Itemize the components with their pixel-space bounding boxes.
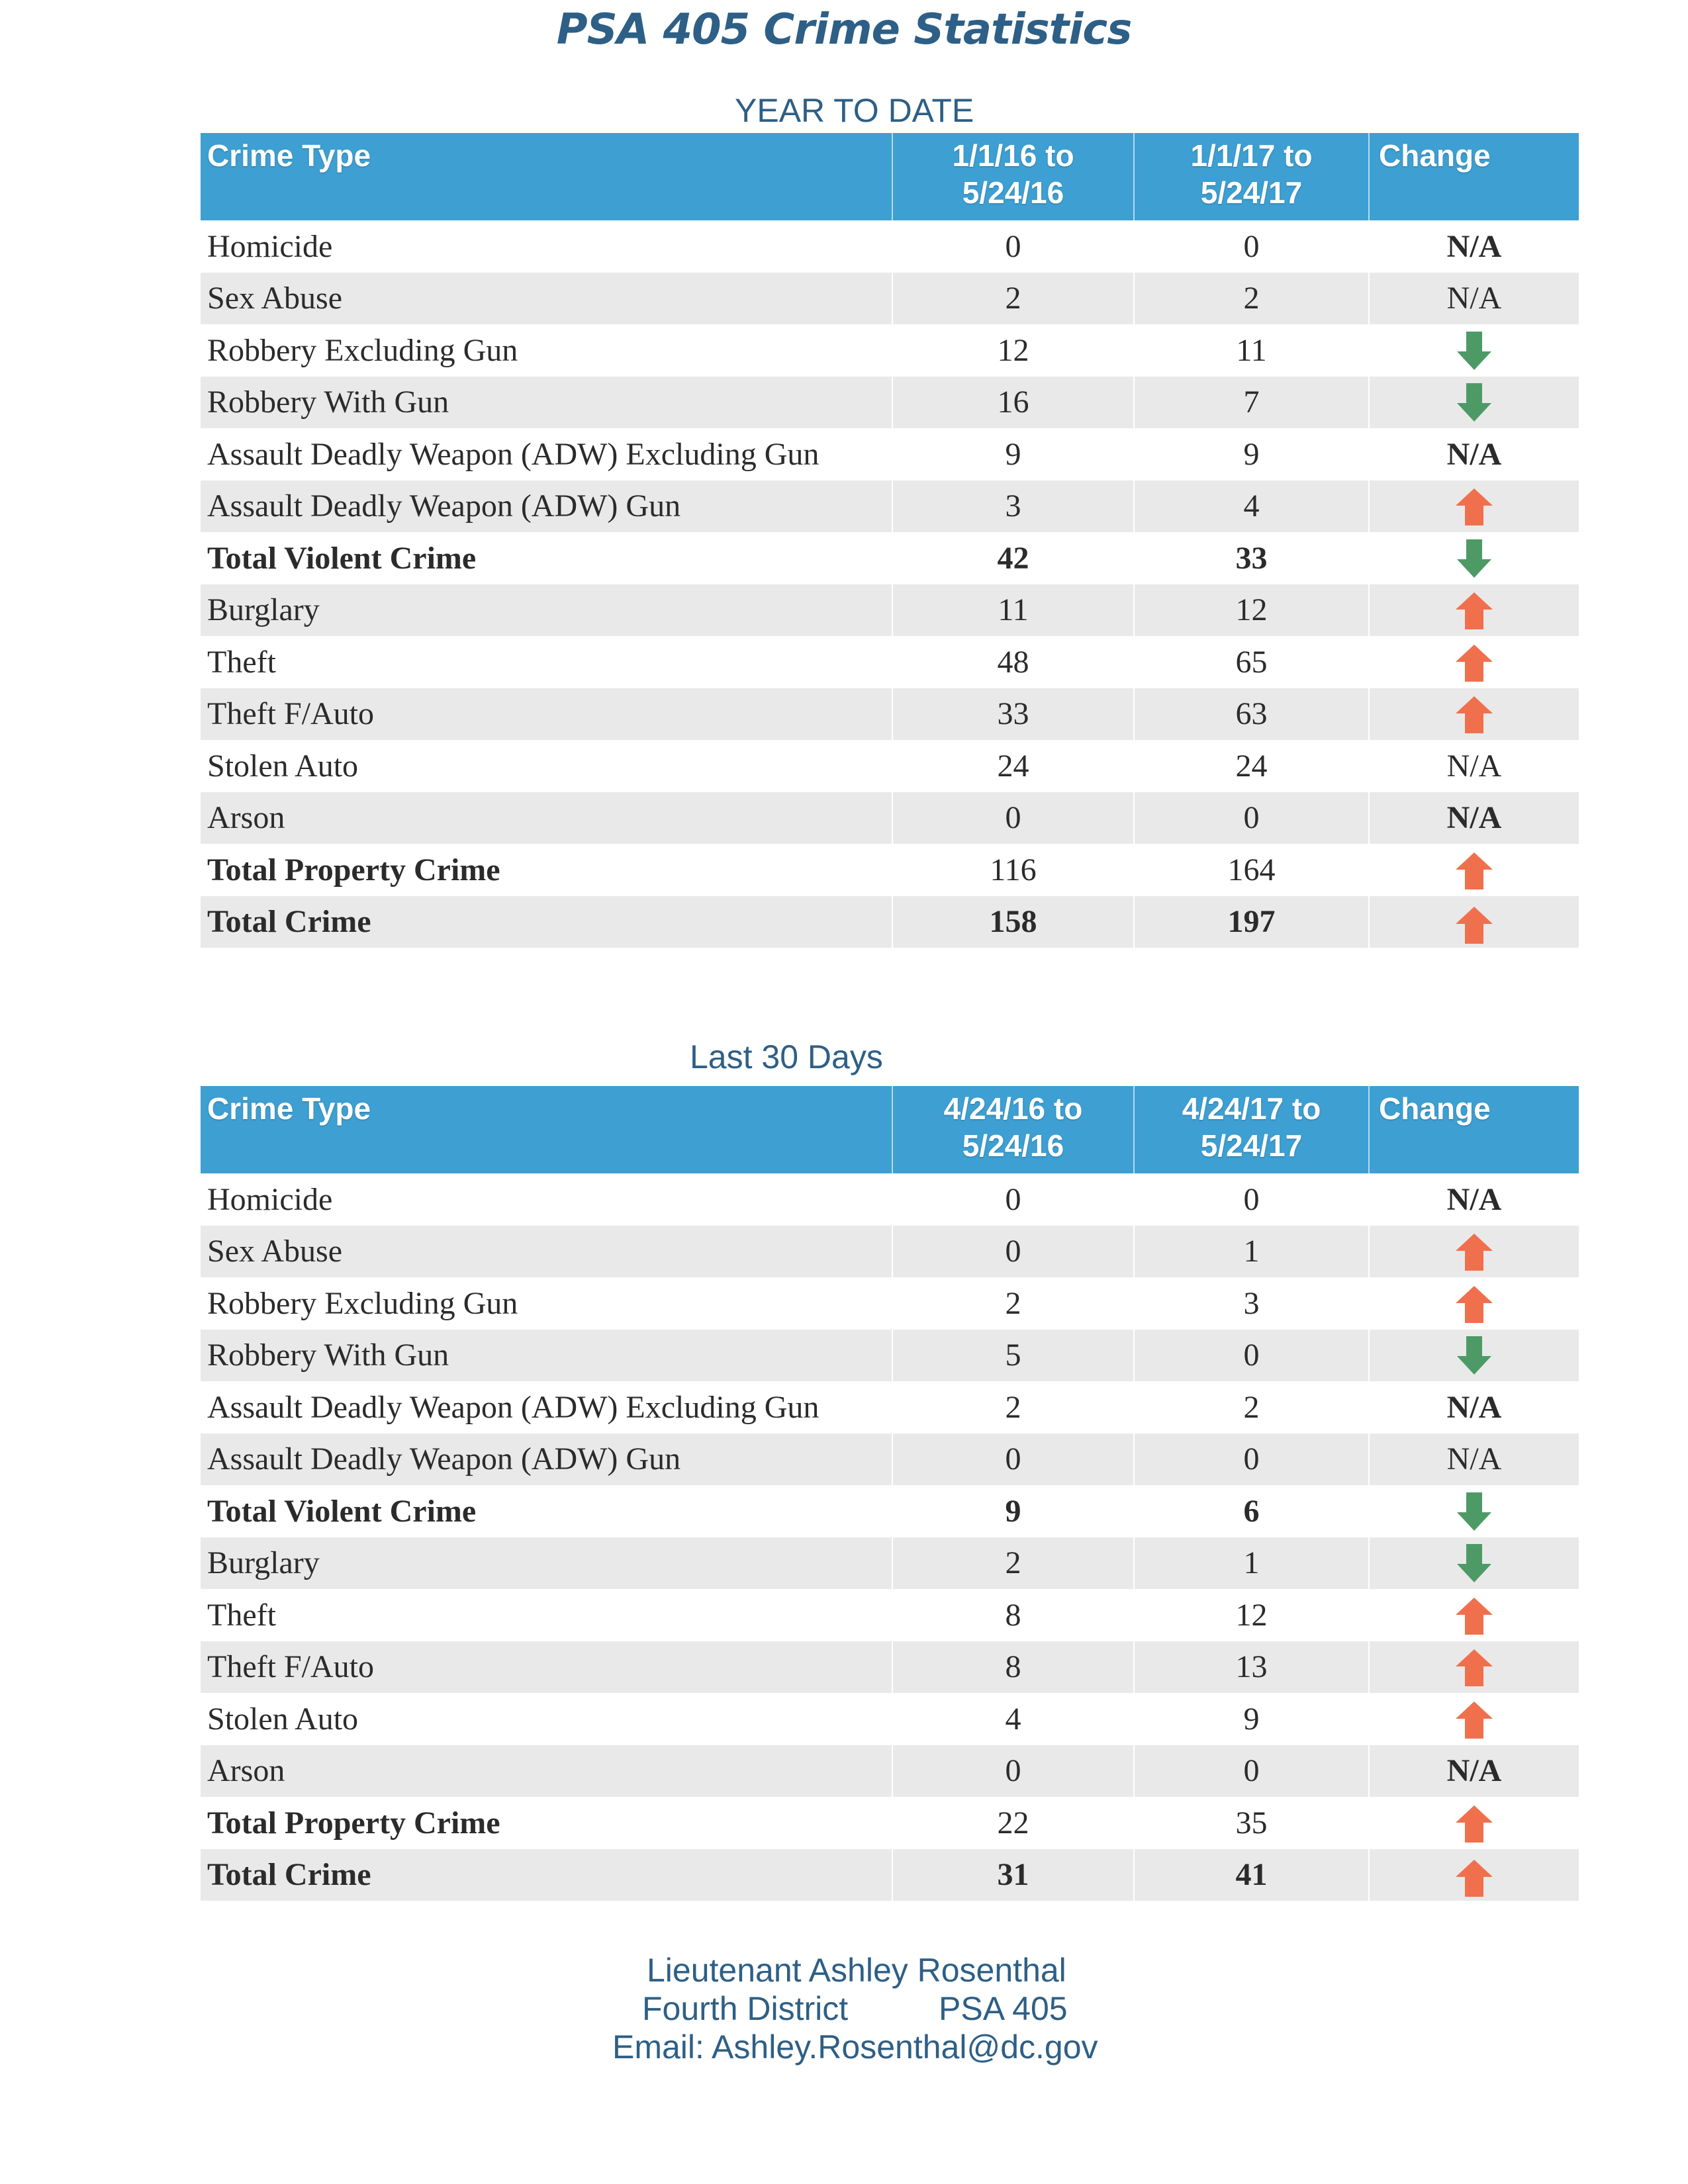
header-period-2016 <box>892 1086 1134 1173</box>
period-2016-value: 16 <box>892 377 1134 429</box>
header-change: Change <box>1369 133 1579 220</box>
period-2016-value: 0 <box>892 1226 1134 1278</box>
arrow-up-icon <box>1454 1231 1494 1272</box>
period-2017-value: 9 <box>1134 428 1369 480</box>
change-na-label: N/A <box>1446 1441 1502 1477</box>
period-2017-value: 4 <box>1134 480 1369 533</box>
change-cell <box>1369 1485 1579 1537</box>
period-2016-value: 0 <box>892 1433 1134 1486</box>
table-row <box>201 1641 1579 1694</box>
change-cell <box>1369 428 1579 480</box>
change-cell <box>1369 688 1579 741</box>
change-cell <box>1369 1797 1579 1849</box>
crime-type-cell: Robbery Excluding Gun <box>207 1285 518 1321</box>
period-2016-value: 0 <box>892 792 1134 844</box>
period-2016-value: 42 <box>892 532 1134 584</box>
crime-type-cell: Robbery With Gun <box>201 377 892 429</box>
header-period-2016-line1: 1/1/16 to <box>952 138 1074 173</box>
header-crime-type: Crime Type <box>201 1086 892 1173</box>
page-title: PSA 405 Crime Statistics <box>556 5 1132 54</box>
arrow-down-icon <box>1454 1491 1494 1532</box>
table-row <box>201 1433 1579 1486</box>
table-row <box>201 1277 1579 1330</box>
header-period-2016-line2: 5/24/16 <box>962 1128 1064 1163</box>
change-cell <box>1369 220 1579 273</box>
period-2017-value: 9 <box>1134 1693 1369 1745</box>
period-2016-value: 5 <box>892 1330 1134 1382</box>
period-2016-value: 158 <box>892 896 1134 948</box>
period-2017-value: 7 <box>1134 377 1369 429</box>
change-cell <box>1369 740 1579 792</box>
table-row <box>201 1381 1579 1433</box>
change-cell <box>1369 324 1579 377</box>
arrow-down-icon <box>1454 1335 1494 1376</box>
crime-type-cell: Homicide <box>207 228 333 264</box>
period-2016-value: 116 <box>892 844 1134 896</box>
table-row <box>201 1745 1579 1797</box>
change-na-label: N/A <box>1446 1181 1502 1217</box>
change-cell <box>1369 1433 1579 1486</box>
period-2017-value: 35 <box>1134 1797 1369 1849</box>
period-2017-value: 3 <box>1134 1277 1369 1330</box>
arrow-up-icon <box>1454 904 1494 945</box>
period-2017-value: 0 <box>1134 1330 1369 1382</box>
table-row <box>201 740 1579 792</box>
period-2016-value: 0 <box>892 1173 1134 1226</box>
period-2016-value: 3 <box>892 480 1134 533</box>
arrow-down-icon <box>1454 382 1494 423</box>
change-cell <box>1369 1173 1579 1226</box>
footer-email[interactable]: Email: Ashley.Rosenthal@dc.gov <box>612 2028 1098 2066</box>
table-row <box>201 1589 1579 1641</box>
table-row <box>201 428 1579 480</box>
arrow-down-icon <box>1454 330 1494 371</box>
header-period-2016-line1: 4/24/16 to <box>943 1091 1083 1126</box>
change-cell <box>1369 532 1579 584</box>
period-2016-value: 11 <box>892 584 1134 637</box>
crime-type-cell: Stolen Auto <box>207 748 359 784</box>
period-2016-value: 48 <box>892 636 1134 688</box>
crime-type-cell: Homicide <box>207 1181 333 1217</box>
change-cell <box>1369 1849 1579 1901</box>
change-cell <box>1369 792 1579 844</box>
change-cell <box>1369 1277 1579 1330</box>
arrow-down-icon <box>1454 538 1494 579</box>
period-2016-value: 8 <box>892 1641 1134 1694</box>
crime-type-cell: Arson <box>201 1745 892 1797</box>
period-2017-value: 11 <box>1134 324 1369 377</box>
crime-type-cell: Assault Deadly Weapon (ADW) Excluding Gun <box>207 436 820 472</box>
change-cell <box>1369 273 1579 325</box>
arrow-up-icon <box>1454 694 1494 735</box>
table-row <box>201 584 1579 637</box>
table-row <box>201 377 1579 429</box>
period-2016-value: 9 <box>892 428 1134 480</box>
table-row <box>201 1797 1579 1849</box>
period-2016-value: 0 <box>892 1745 1134 1797</box>
change-cell <box>1369 896 1579 948</box>
header-crime-type: Crime Type <box>201 133 892 220</box>
arrow-up-icon <box>1454 642 1494 683</box>
period-2017-value: 63 <box>1134 688 1369 741</box>
change-cell <box>1369 1745 1579 1797</box>
period-2016-value: 2 <box>892 273 1134 325</box>
year-to-date-table <box>201 133 1579 948</box>
table-row <box>201 220 1579 273</box>
change-cell <box>1369 1226 1579 1278</box>
crime-type-cell: Sex Abuse <box>201 1226 892 1278</box>
header-period-2017-line2: 5/24/17 <box>1200 1128 1303 1163</box>
table-row <box>201 324 1579 377</box>
header-change: Change <box>1369 1086 1579 1173</box>
change-na-label: N/A <box>1446 1753 1502 1789</box>
period-2017-value: 0 <box>1134 792 1369 844</box>
crime-type-cell: Arson <box>201 792 892 844</box>
period-2017-value: 33 <box>1134 532 1369 584</box>
change-cell <box>1369 1330 1579 1382</box>
change-na-label: N/A <box>1446 436 1502 472</box>
period-2016-value: 8 <box>892 1589 1134 1641</box>
header-period-2016-line2: 5/24/16 <box>962 175 1064 210</box>
arrow-up-icon <box>1454 1647 1494 1688</box>
period-2017-value: 0 <box>1134 1173 1369 1226</box>
arrow-up-icon <box>1454 1803 1494 1844</box>
crime-type-cell: Theft <box>207 1597 276 1633</box>
period-2017-value: 41 <box>1134 1849 1369 1901</box>
arrow-down-icon <box>1454 1543 1494 1584</box>
period-2017-value: 0 <box>1134 1433 1369 1486</box>
header-period-2017-line1: 1/1/17 to <box>1190 138 1313 173</box>
change-cell <box>1369 1641 1579 1694</box>
period-2017-value: 12 <box>1134 1589 1369 1641</box>
header-period-2017-line2: 5/24/17 <box>1200 175 1303 210</box>
footer-district: Fourth District <box>642 1990 849 2027</box>
change-na-label: N/A <box>1446 281 1502 316</box>
period-2017-value: 65 <box>1134 636 1369 688</box>
table-row <box>201 1693 1579 1745</box>
arrow-up-icon <box>1454 1699 1494 1740</box>
change-cell <box>1369 377 1579 429</box>
period-2017-value: 197 <box>1134 896 1369 948</box>
crime-type-cell: Total Property Crime <box>207 852 500 887</box>
change-cell <box>1369 584 1579 637</box>
table-row <box>201 636 1579 688</box>
footer-name: Lieutenant Ashley Rosenthal <box>647 1952 1066 1989</box>
table-row <box>201 532 1579 584</box>
footer-psa: PSA 405 <box>939 1990 1068 2027</box>
table-row <box>201 1173 1579 1226</box>
table-row <box>201 1537 1579 1590</box>
crime-type-cell: Burglary <box>201 584 892 637</box>
crime-type-cell: Total Crime <box>201 896 892 948</box>
change-na-label: N/A <box>1446 228 1502 264</box>
header-period-2017 <box>1134 133 1369 220</box>
period-2017-value: 164 <box>1134 844 1369 896</box>
change-cell <box>1369 1381 1579 1433</box>
crime-type-cell: Total Property Crime <box>207 1805 500 1841</box>
arrow-up-icon <box>1454 850 1494 891</box>
table-row <box>201 844 1579 896</box>
table-header-row <box>201 133 1579 220</box>
period-2017-value: 0 <box>1134 1745 1369 1797</box>
period-2016-value: 0 <box>892 220 1134 273</box>
period-2016-value: 2 <box>892 1537 1134 1590</box>
change-na-label: N/A <box>1446 800 1502 836</box>
crime-type-cell: Theft <box>207 644 276 680</box>
crime-type-cell: Theft F/Auto <box>201 1641 892 1694</box>
table-row <box>201 896 1579 948</box>
arrow-up-icon <box>1454 1857 1494 1898</box>
crime-type-cell: Theft F/Auto <box>201 688 892 741</box>
table-header-row <box>201 1086 1579 1173</box>
change-na-label: N/A <box>1446 748 1502 784</box>
period-2016-value: 2 <box>892 1277 1134 1330</box>
period-2017-value: 6 <box>1134 1485 1369 1537</box>
change-cell <box>1369 1589 1579 1641</box>
crime-type-cell: Total Violent Crime <box>207 540 477 576</box>
change-cell <box>1369 636 1579 688</box>
period-2016-value: 33 <box>892 688 1134 741</box>
header-period-2017-line1: 4/24/17 to <box>1182 1091 1321 1126</box>
table-row <box>201 1485 1579 1537</box>
period-2017-value: 13 <box>1134 1641 1369 1694</box>
period-2016-value: 4 <box>892 1693 1134 1745</box>
header-period-2016 <box>892 133 1134 220</box>
table-row <box>201 1226 1579 1278</box>
change-cell <box>1369 844 1579 896</box>
crime-type-cell: Assault Deadly Weapon (ADW) Excluding Gun <box>207 1389 820 1425</box>
period-2016-value: 9 <box>892 1485 1134 1537</box>
crime-type-cell: Sex Abuse <box>201 273 892 325</box>
last-30-days-table <box>201 1086 1579 1901</box>
crime-type-cell: Robbery Excluding Gun <box>207 332 518 368</box>
crime-type-cell: Assault Deadly Weapon (ADW) Gun <box>201 480 892 533</box>
period-2016-value: 31 <box>892 1849 1134 1901</box>
change-na-label: N/A <box>1446 1389 1502 1425</box>
crime-type-cell: Stolen Auto <box>207 1701 359 1737</box>
table-row <box>201 1330 1579 1382</box>
crime-type-cell: Robbery With Gun <box>201 1330 892 1382</box>
period-2016-value: 2 <box>892 1381 1134 1433</box>
period-2016-value: 12 <box>892 324 1134 377</box>
period-2016-value: 22 <box>892 1797 1134 1849</box>
period-2017-value: 1 <box>1134 1226 1369 1278</box>
table-row <box>201 273 1579 325</box>
table-row <box>201 480 1579 533</box>
last-30-days-title: Last 30 Days <box>690 1038 883 1075</box>
arrow-up-icon <box>1454 486 1494 527</box>
crime-type-cell: Burglary <box>201 1537 892 1590</box>
crime-type-cell: Total Crime <box>201 1849 892 1901</box>
change-cell <box>1369 1537 1579 1590</box>
table-row <box>201 688 1579 741</box>
period-2017-value: 2 <box>1134 273 1369 325</box>
year-to-date-title: YEAR TO DATE <box>735 92 974 129</box>
arrow-up-icon <box>1454 1595 1494 1636</box>
period-2017-value: 0 <box>1134 220 1369 273</box>
period-2016-value: 24 <box>892 740 1134 792</box>
table-row <box>201 1849 1579 1901</box>
period-2017-value: 24 <box>1134 740 1369 792</box>
header-period-2017 <box>1134 1086 1369 1173</box>
change-cell <box>1369 480 1579 533</box>
period-2017-value: 2 <box>1134 1381 1369 1433</box>
table-row <box>201 792 1579 844</box>
crime-type-cell: Total Violent Crime <box>207 1493 477 1529</box>
period-2017-value: 12 <box>1134 584 1369 637</box>
arrow-up-icon <box>1454 590 1494 631</box>
crime-type-cell: Assault Deadly Weapon (ADW) Gun <box>201 1433 892 1486</box>
change-cell <box>1369 1693 1579 1745</box>
arrow-up-icon <box>1454 1283 1494 1324</box>
period-2017-value: 1 <box>1134 1537 1369 1590</box>
